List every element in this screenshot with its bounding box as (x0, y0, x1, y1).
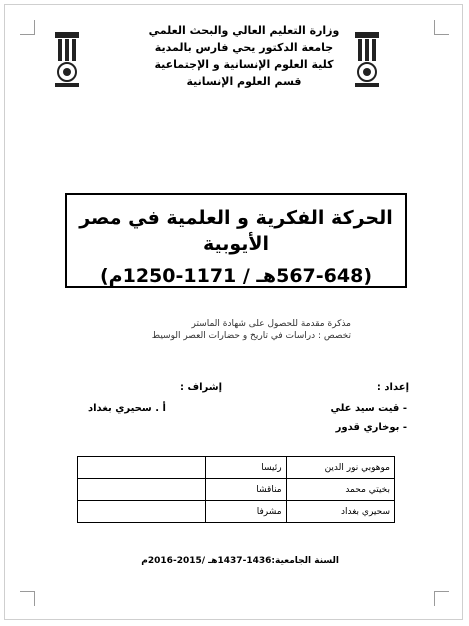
university-logo-left (52, 30, 82, 88)
crop-mark-top-left (20, 20, 35, 35)
table-row (78, 457, 395, 479)
jury-role: مشرفا (206, 501, 287, 523)
jury-table (77, 456, 395, 523)
academic-year: السنة الجامعية:1436-1437هـ /2015-2016م (141, 556, 339, 566)
page-frame (4, 4, 463, 620)
author-2: - بوخاري قدور (335, 422, 407, 433)
department-name: قسم العلوم الإنسانية (186, 75, 302, 88)
jury-role: رئيسا (206, 457, 287, 479)
author-1: - قيت سيد علي (330, 403, 407, 414)
thesis-title: الحركة الفكرية و العلمية في مصر الأيوبية (79, 207, 393, 255)
crop-mark-bottom-right (434, 591, 449, 606)
jury-name: موهوبي نور الدين (286, 457, 394, 479)
memo-description (91, 318, 351, 342)
supervision-label: إشراف : (180, 382, 223, 393)
jury-role: مناقشا (206, 479, 287, 501)
supervisor-name: أ . سحيري بغداد (88, 403, 166, 414)
jury-blank-cell (78, 501, 206, 523)
jury-name: بخيتي محمد (286, 479, 394, 501)
memo-line-2: تخصص : دراسات في تاريخ و حضارات العصر الوسيط (151, 331, 351, 341)
university-logo-right (352, 30, 382, 88)
university-name: جامعة الدكتور يحي فارس بالمدية (154, 41, 334, 54)
jury-blank-cell (78, 457, 206, 479)
institution-header (144, 22, 344, 90)
memo-line-1: مذكرة مقدمة للحصول على شهادة الماستر (191, 319, 351, 329)
faculty-name: كلية العلوم الإنسانية و الإجتماعية (154, 58, 334, 71)
prepared-by-label: إعداد : (376, 382, 409, 393)
crop-mark-top-right (434, 20, 449, 35)
title-box (65, 193, 407, 288)
thesis-dates: (567-648هـ / 1171-1250م) (99, 265, 373, 287)
ministry-name: وزارة التعليم العالي والبحث العلمي (148, 24, 340, 37)
jury-blank-cell (78, 479, 206, 501)
table-row (78, 479, 395, 501)
table-row (78, 501, 395, 523)
jury-name: سحيري بغداد (286, 501, 394, 523)
crop-mark-bottom-left (20, 591, 35, 606)
